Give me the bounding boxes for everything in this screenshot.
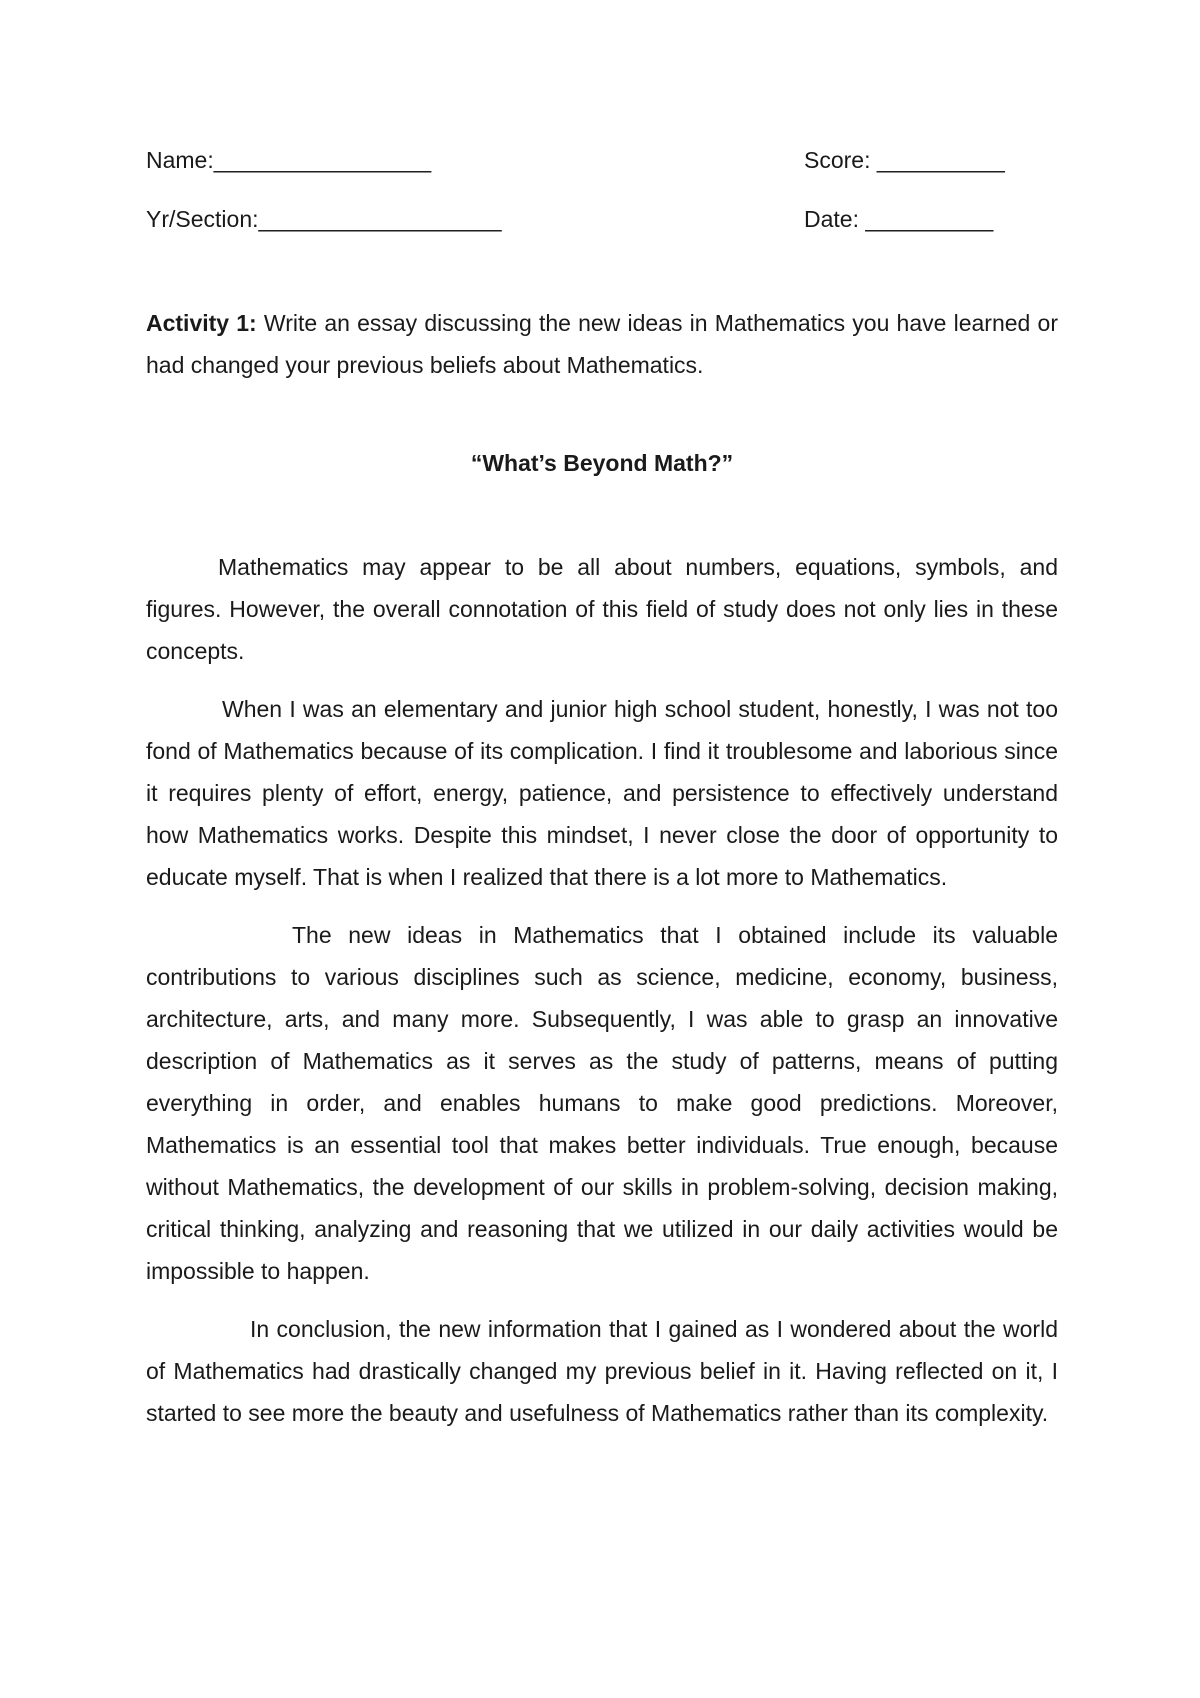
date-field bbox=[804, 204, 993, 234]
essay-title: “What’s Beyond Math?” bbox=[470, 450, 734, 476]
score-field bbox=[804, 145, 1005, 175]
essay-paragraph-4: In conclusion, the new information that I gained as I wondered about the world of Mathematics had drastically changed my previous belief in it. Having reflected on it, I started to see more the beauty and usefulness of Mathematics rather than its complexity. bbox=[146, 1316, 1058, 1426]
score-label: Score: bbox=[804, 147, 871, 173]
score-blank: __________ bbox=[876, 147, 1005, 173]
name-label: Name: bbox=[146, 147, 214, 173]
activity-text: Write an essay discussing the new ideas in Mathematics you have learned or had changed your previous beliefs about Mathematics. bbox=[146, 310, 1058, 378]
section-field bbox=[146, 204, 502, 234]
date-label: Date: bbox=[804, 206, 859, 232]
essay-paragraph-3: The new ideas in Mathematics that I obtained include its valuable contributions to various disciplines such as science, medicine, economy, business, architecture, arts, and many more. Subsequently, I was able to grasp an innovative description of Mathematics as it serves as the study of patterns, means of putting everything in order, and enables humans to make good predictions. Moreover, Mathematics is an essential tool that makes better individuals. True enough, because without Mathematics, the development of our skills in problem-solving, decision making, critical thinking, analyzing and reasoning that we utilized in our daily activities would be impossible to happen. bbox=[146, 922, 1058, 1284]
essay-paragraph-2: When I was an elementary and junior high school student, honestly, I was not too fond of Mathematics because of its complication. I find it troublesome and laborious since it requires plenty of effort, energy, patience, and persistence to effectively understand how Mathematics works. Despite this mindset, I never close the door of opportunity to educate myself. That is when I realized that there is a lot more to Mathematics. bbox=[146, 696, 1058, 890]
name-field bbox=[146, 145, 431, 175]
name-blank: _________________ bbox=[213, 147, 432, 173]
essay-body bbox=[146, 546, 1058, 1450]
section-label: Yr/Section: bbox=[146, 206, 259, 232]
activity-instructions bbox=[146, 302, 1058, 386]
activity-label: Activity 1: bbox=[146, 310, 257, 336]
section-blank: ___________________ bbox=[258, 206, 502, 232]
essay-paragraph-1: Mathematics may appear to be all about numbers, equations, symbols, and figures. However, the overall connotation of this field of study does not only lies in these concepts. bbox=[146, 554, 1058, 664]
date-blank: __________ bbox=[865, 206, 994, 232]
